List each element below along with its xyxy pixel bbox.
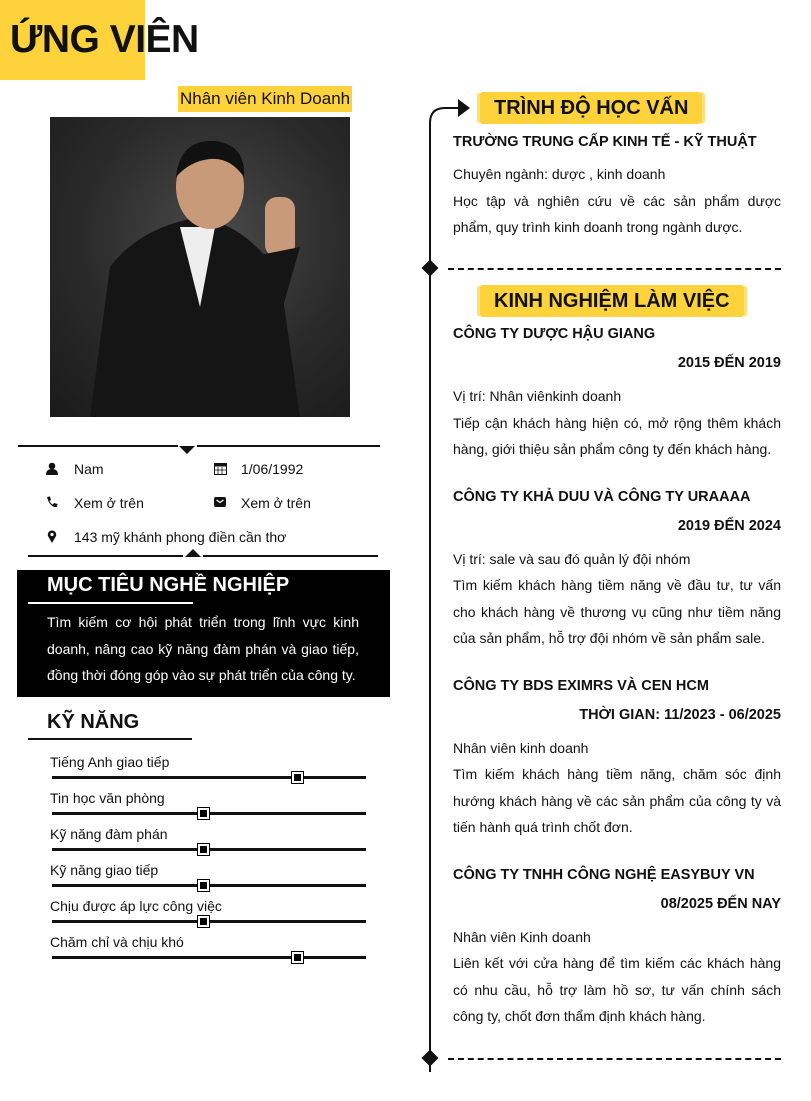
skill-label: Chăm chỉ và chịu khó xyxy=(50,934,184,950)
job-description: Tiếp cận khách hàng hiện có, mở rộng thêm khách hàng, giới thiệu sản phẩm công ty đến khách hàng. xyxy=(453,414,781,457)
skill-slider[interactable] xyxy=(52,776,366,779)
education-title: TRÌNH ĐỘ HỌC VẤN xyxy=(480,92,702,124)
skill-label: Kỹ năng đàm phán xyxy=(50,826,168,842)
job-company: CÔNG TY BDS EXIMRS VÀ CEN HCM xyxy=(453,677,709,694)
gender-value: Nam xyxy=(74,461,104,477)
experience-list xyxy=(453,320,781,1050)
divider xyxy=(197,445,380,447)
job-period: 08/2025 ĐẾN NAY xyxy=(660,895,781,912)
career-objective-section xyxy=(17,570,390,697)
job-entry xyxy=(453,672,781,841)
title-underline xyxy=(28,738,192,740)
skill-slider[interactable] xyxy=(52,884,366,887)
job-period: THỜI GIAN: 11/2023 - 06/2025 xyxy=(579,706,781,723)
experience-title: KINH NGHIỆM LÀM VIỆC xyxy=(480,285,744,317)
job-description: Liên kết với cửa hàng để tìm kiếm các khách hàng có nhu cầu, hỗ trợ làm hồ sơ, tư vấn chính sách công ty, chốt đơn thẩm định khách hàng. xyxy=(453,955,781,1024)
envelope-icon xyxy=(213,495,227,509)
job-entry xyxy=(453,483,781,652)
calendar-icon xyxy=(213,461,227,475)
skill-slider[interactable] xyxy=(52,812,366,815)
address-value: 143 mỹ khánh phong điền cần thơ xyxy=(74,529,287,545)
dashed-divider xyxy=(448,1058,781,1060)
skill-slider-thumb[interactable] xyxy=(198,808,209,819)
skill-slider-thumb[interactable] xyxy=(292,772,303,783)
job-description: Tìm kiếm khách hàng tiềm năng về đầu tư, tư vấn cho khách hàng về thương vụ cũng như tiềm năng của sản phẩm, hỗ trợ đội nhóm về sản phẩm sale. xyxy=(453,577,781,646)
job-entry xyxy=(453,861,781,1030)
map-pin-icon xyxy=(45,529,59,543)
skill-slider-thumb[interactable] xyxy=(198,844,209,855)
user-icon xyxy=(45,461,59,475)
job-company: CÔNG TY TNHH CÔNG NGHỆ EASYBUY VN xyxy=(453,866,755,883)
birthday-value: 1/06/1992 xyxy=(241,461,304,477)
job-company: CÔNG TY DƯỢC HẬU GIANG xyxy=(453,326,656,342)
triangle-down-icon xyxy=(179,446,195,454)
divider xyxy=(203,555,378,557)
skill-slider[interactable] xyxy=(52,956,366,959)
phone-icon xyxy=(45,495,59,509)
job-role: Nhân viên kinh doanh xyxy=(453,739,589,756)
divider xyxy=(18,445,178,447)
skill-slider[interactable] xyxy=(52,848,366,851)
job-company: CÔNG TY KHẢ DUU VÀ CÔNG TY URAAAA xyxy=(453,488,751,505)
education-major: Chuyên ngành: dược , kinh doanh xyxy=(453,166,666,182)
skill-slider[interactable] xyxy=(52,920,366,923)
skill-label: Tin học văn phòng xyxy=(50,790,165,806)
education-section xyxy=(453,128,781,241)
page-title: ỨNG VIÊN xyxy=(10,18,199,61)
title-underline xyxy=(28,602,193,604)
position-title: Nhân viên Kinh Doanh xyxy=(178,86,352,112)
job-description: Tìm kiếm khách hàng tiềm năng, chăm sóc định hướng khách hàng về các sản phẩm của công ty và tiến hành quá trình chốt đơn. xyxy=(453,766,781,835)
skill-slider-thumb[interactable] xyxy=(292,952,303,963)
job-period: 2015 ĐẾN 2019 xyxy=(677,355,781,371)
job-period: 2019 ĐẾN 2024 xyxy=(677,517,781,534)
email-value: Xem ở trên xyxy=(241,495,311,511)
objective-text: Tìm kiếm cơ hội phát triển trong lĩnh vực kinh doanh, nâng cao kỹ năng đàm phán và giao tiếp, đồng thời đóng góp vào sự phát triển của công ty. xyxy=(47,614,359,683)
job-entry xyxy=(453,320,781,463)
skills-title: KỸ NĂNG xyxy=(47,711,140,733)
dashed-divider xyxy=(448,268,781,270)
divider xyxy=(28,555,183,557)
job-role: Nhân viên Kinh doanh xyxy=(453,928,591,945)
triangle-up-icon xyxy=(185,549,201,557)
school-name: TRƯỜNG TRUNG CẤP KINH TẾ - KỸ THUẬT xyxy=(453,134,757,150)
skill-slider-thumb[interactable] xyxy=(198,880,209,891)
objective-title: MỤC TIÊU NGHỀ NGHIỆP xyxy=(47,574,290,596)
profile-photo xyxy=(50,117,350,417)
skill-label: Kỹ năng giao tiếp xyxy=(50,862,159,878)
job-role: Vị trí: Nhân viênkinh doanh xyxy=(453,388,622,404)
skill-label: Chịu được áp lực công việc xyxy=(50,898,222,914)
skill-label: Tiếng Anh giao tiếp xyxy=(50,754,170,770)
phone-value: Xem ở trên xyxy=(74,495,144,511)
education-description: Học tập và nghiên cứu về các sản phẩm dược phẩm, quy trình kinh doanh trong ngành dược. xyxy=(453,192,781,235)
job-role: Vị trí: sale và sau đó quản lý đội nhóm xyxy=(453,550,691,567)
skill-slider-thumb[interactable] xyxy=(198,916,209,927)
arrow-right-icon xyxy=(458,99,470,117)
